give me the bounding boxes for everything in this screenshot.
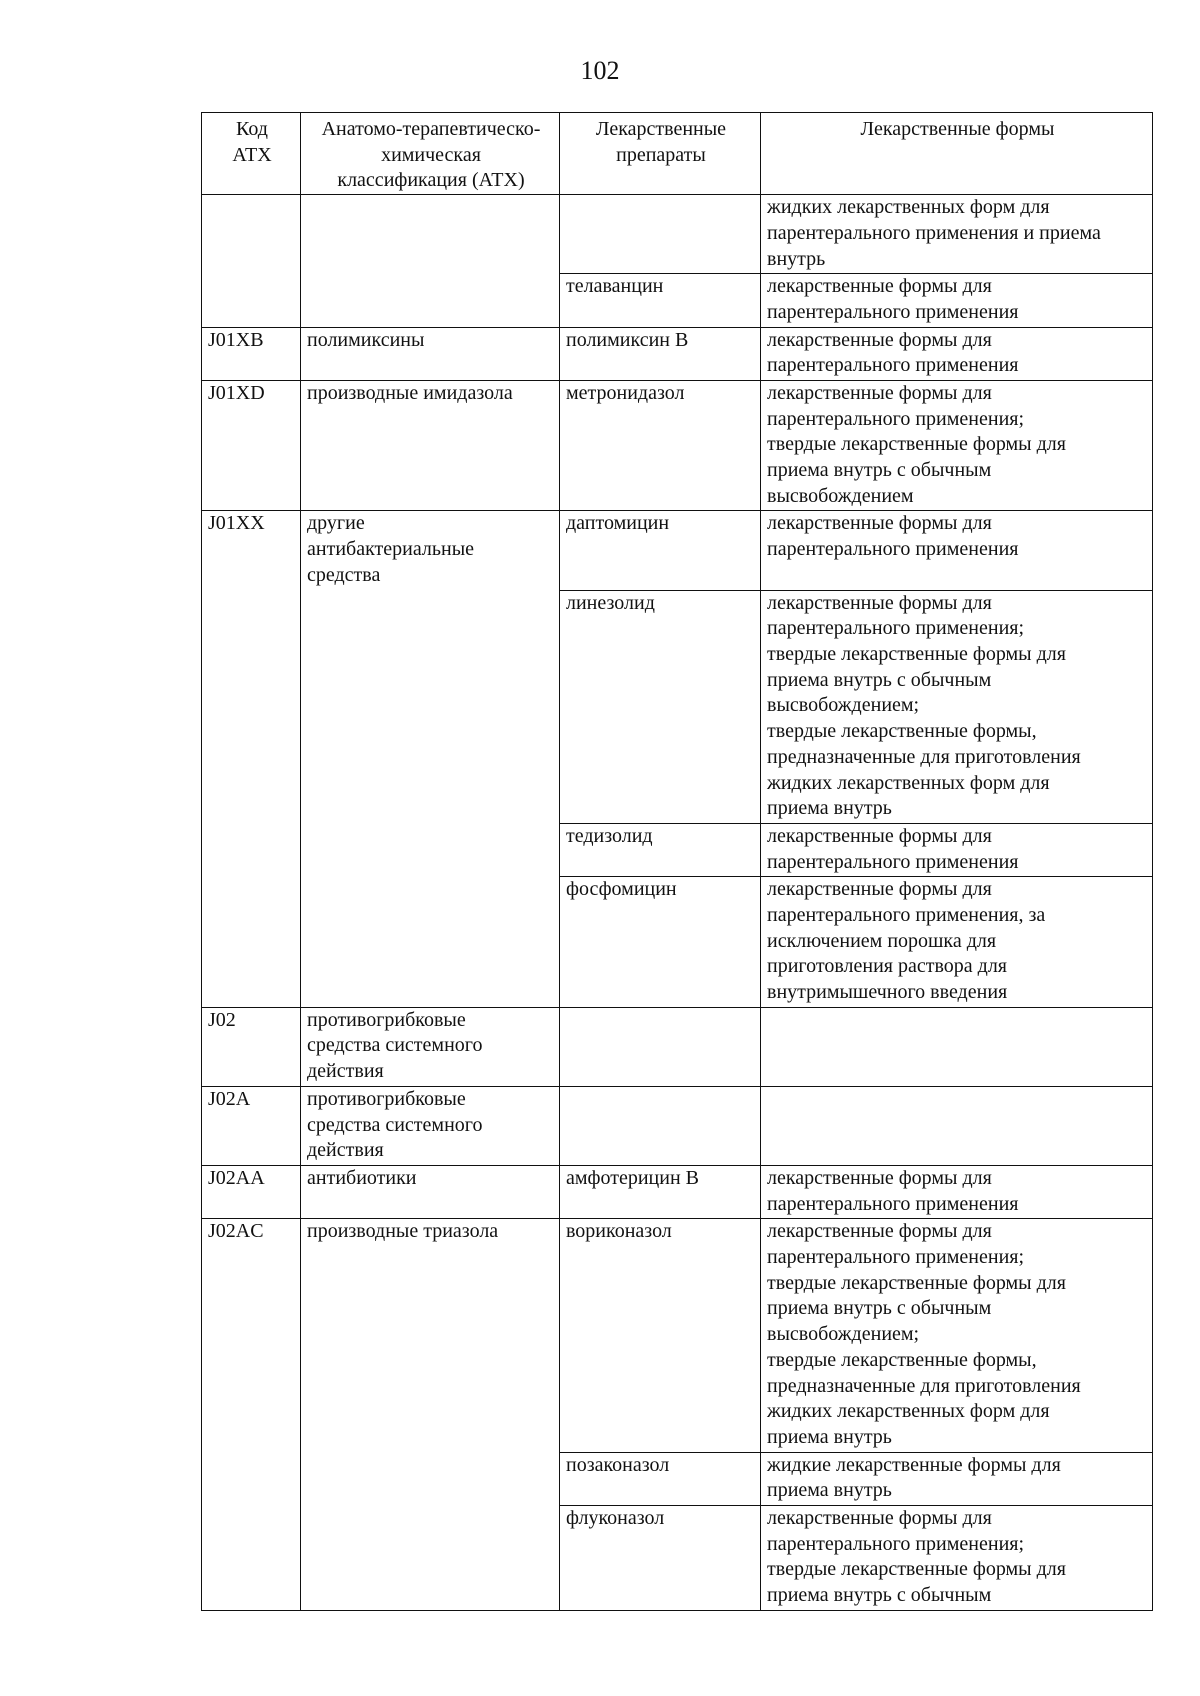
table-row: [202, 1219, 1153, 1452]
dosage-forms-cell: жидких лекарственных форм для парентерального применения и приема внутрь: [761, 195, 1153, 274]
drug-name-cell: [560, 195, 761, 274]
drug-name-cell: флуконазол: [560, 1506, 761, 1611]
atc-group-cell: противогрибковые средства системного действия: [301, 1007, 560, 1086]
drug-name-cell: фосфомицин: [560, 877, 761, 1008]
table-header-row: [202, 113, 1153, 195]
atc-code-cell: J01XB: [202, 327, 301, 380]
drug-name-cell: телаванцин: [560, 274, 761, 327]
dosage-forms-cell: жидкие лекарственные формы для приема внутрь: [761, 1452, 1153, 1505]
atc-code-cell: J02: [202, 1007, 301, 1086]
atc-table: [201, 112, 1153, 1611]
drug-name-cell: позаконазол: [560, 1452, 761, 1505]
atc-code-cell: J01XD: [202, 380, 301, 511]
table-row: [202, 1165, 1153, 1218]
dosage-forms-cell: лекарственные формы для парентерального применения: [761, 823, 1153, 876]
dosage-forms-cell: лекарственные формы для парентерального применения: [761, 327, 1153, 380]
header-code: Код АТХ: [202, 113, 301, 195]
table-row: [202, 1007, 1153, 1086]
dosage-forms-cell: [761, 1086, 1153, 1165]
dosage-forms-cell: лекарственные формы для парентерального применения; твердые лекарственные формы для приема внутрь с обычным высвобождением: [761, 380, 1153, 511]
atc-group-cell: полимиксины: [301, 327, 560, 380]
atc-code-cell: J02AC: [202, 1219, 301, 1610]
dosage-forms-cell: лекарственные формы для парентерального применения; твердые лекарственные формы для приема внутрь с обычным высвобождением; твердые лекарственные формы, предназначенные для приготовления жидких лекарственных форм для приема внутрь: [761, 590, 1153, 823]
atc-code-cell: J01XX: [202, 511, 301, 1007]
table-row: [202, 511, 1153, 590]
table-row: [202, 327, 1153, 380]
atc-group-cell: другие антибактериальные средства: [301, 511, 560, 1007]
dosage-forms-cell: [761, 1007, 1153, 1086]
atc-code-cell: [202, 195, 301, 327]
table-row: [202, 380, 1153, 511]
dosage-forms-cell: лекарственные формы для парентерального применения: [761, 511, 1153, 590]
header-drugs: Лекарственные препараты: [560, 113, 761, 195]
header-classification: Анатомо-терапевтическо- химическая классификация (АТХ): [301, 113, 560, 195]
drug-name-cell: [560, 1086, 761, 1165]
dosage-forms-cell: лекарственные формы для парентерального применения: [761, 274, 1153, 327]
table-row: [202, 1086, 1153, 1165]
dosage-forms-cell: лекарственные формы для парентерального применения; твердые лекарственные формы для приема внутрь с обычным: [761, 1506, 1153, 1611]
table-row: [202, 195, 1153, 274]
drug-name-cell: полимиксин В: [560, 327, 761, 380]
atc-code-cell: J02AA: [202, 1165, 301, 1218]
drug-name-cell: даптомицин: [560, 511, 761, 590]
atc-group-cell: [301, 195, 560, 327]
page-number: 102: [580, 56, 620, 85]
drug-name-cell: тедизолид: [560, 823, 761, 876]
drug-name-cell: вориконазол: [560, 1219, 761, 1452]
atc-group-cell: противогрибковые средства системного действия: [301, 1086, 560, 1165]
table-body: [202, 195, 1153, 1611]
dosage-forms-cell: лекарственные формы для парентерального применения: [761, 1165, 1153, 1218]
atc-group-cell: антибиотики: [301, 1165, 560, 1218]
drug-name-cell: линезолид: [560, 590, 761, 823]
dosage-forms-cell: лекарственные формы для парентерального применения; твердые лекарственные формы для приема внутрь с обычным высвобождением; твердые лекарственные формы, предназначенные для приготовления жидких лекарственных форм для приема внутрь: [761, 1219, 1153, 1452]
drug-name-cell: [560, 1007, 761, 1086]
dosage-forms-cell: лекарственные формы для парентерального применения, за исключением порошка для приготовления раствора для внутримышечного введения: [761, 877, 1153, 1008]
atc-code-cell: J02A: [202, 1086, 301, 1165]
header-forms: Лекарственные формы: [761, 113, 1153, 195]
drug-name-cell: метронидазол: [560, 380, 761, 511]
atc-group-cell: производные имидазола: [301, 380, 560, 511]
drug-name-cell: амфотерицин В: [560, 1165, 761, 1218]
atc-group-cell: производные триазола: [301, 1219, 560, 1610]
